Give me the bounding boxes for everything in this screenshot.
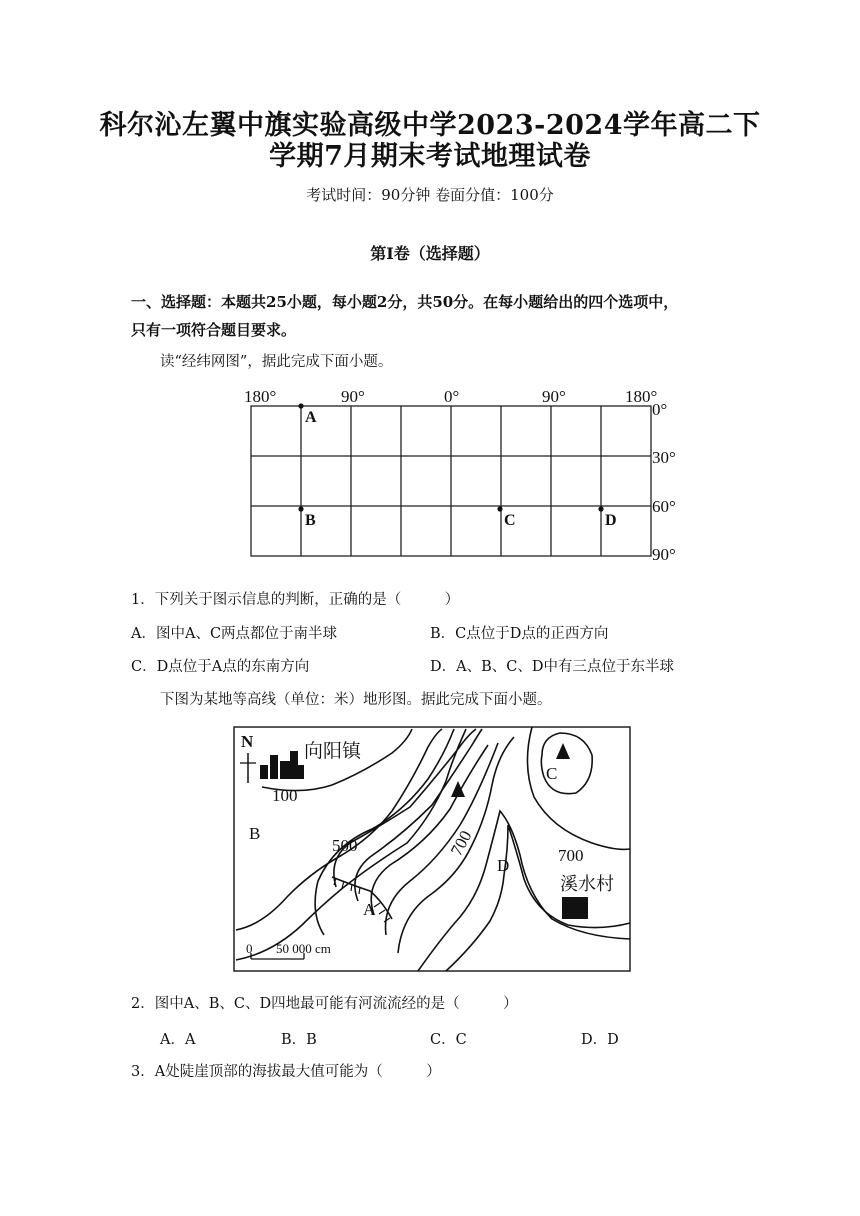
exam-title-line-2: 学期7月期末考试地理试卷 xyxy=(269,141,591,172)
question-1-option-c: C．D点位于A点的东南方向 xyxy=(131,659,310,675)
map-point-c-label: C xyxy=(546,764,558,783)
town-label: 向阳镇 xyxy=(304,740,362,762)
question-2-stem: 2．图中A、B、C、D四地最可能有河流流经的是（ ） xyxy=(131,996,518,1012)
point-c-label: C xyxy=(504,512,516,529)
map-point-a-label: A xyxy=(363,900,376,919)
lat-label-90: 90° xyxy=(652,545,676,564)
contour-map-figure xyxy=(232,725,632,975)
point-c-dot xyxy=(497,506,502,511)
contour-label-100: 100 xyxy=(272,786,298,805)
question-2-option-c: C．C xyxy=(430,1032,467,1048)
exam-info: 考试时间：90分钟 卷面分值：100分 xyxy=(306,186,554,204)
lon-label-90-east: 90° xyxy=(542,387,566,406)
village-label: 溪水村 xyxy=(560,874,614,895)
lon-label-180-east: 180° xyxy=(625,387,658,406)
lon-label-180-west: 180° xyxy=(244,387,277,406)
map-point-b-label: B xyxy=(249,824,261,843)
point-b-label: B xyxy=(305,512,316,529)
scale-distance: 50 000 cm xyxy=(276,941,331,956)
passage-1-intro: 读“经纬网图”，据此完成下面小题。 xyxy=(160,354,393,370)
question-3-stem: 3．A处陡崖顶部的海拔最大值可能为（ ） xyxy=(131,1064,441,1080)
question-1-stem: 1．下列关于图示信息的判断，正确的是（ ） xyxy=(131,592,460,608)
question-1-option-d: D．A、B、C、D中有三点位于东半球 xyxy=(430,659,674,675)
lat-lon-grid-figure xyxy=(236,382,696,567)
village-icon xyxy=(562,897,588,919)
lat-label-30: 30° xyxy=(652,448,676,467)
contour-label-700-east: 700 xyxy=(558,846,584,865)
north-label: N xyxy=(241,732,254,751)
point-d-label: D xyxy=(605,512,617,529)
question-1-option-b: B．C点位于D点的正西方向 xyxy=(430,626,609,642)
section-heading: 第Ⅰ卷（选择题） xyxy=(370,244,490,263)
point-d-dot xyxy=(598,506,603,511)
question-1-option-a: A．图中A、C两点都位于南半球 xyxy=(131,626,338,642)
question-2-option-a: A．A xyxy=(160,1032,196,1048)
contour-label-700-ridge: 700 xyxy=(446,827,476,859)
instruction-line-1: 一、选择题：本题共25小题，每小题2分，共50分。在每小题给出的四个选项中， xyxy=(131,293,679,311)
instruction-line-2: 只有一项符合题目要求。 xyxy=(131,321,297,339)
lat-label-0: 0° xyxy=(652,400,668,419)
exam-title-line-1: 科尔沁左翼中旗实验高级中学2023-2024学年高二下 xyxy=(99,110,761,141)
map-point-d-label: D xyxy=(497,856,510,875)
point-b-dot xyxy=(298,506,303,511)
point-a-label: A xyxy=(305,409,317,426)
point-a-dot xyxy=(298,403,303,408)
scale-zero: 0 xyxy=(246,941,253,956)
question-2-option-d: D．D xyxy=(581,1032,619,1048)
lat-label-60: 60° xyxy=(652,497,676,516)
passage-2-intro: 下图为某地等高线（单位：米）地形图。据此完成下面小题。 xyxy=(160,692,552,708)
lon-label-0: 0° xyxy=(444,387,460,406)
contour-label-500: 500 xyxy=(332,836,358,855)
question-2-option-b: B．B xyxy=(281,1032,317,1048)
lon-label-90-west: 90° xyxy=(341,387,365,406)
